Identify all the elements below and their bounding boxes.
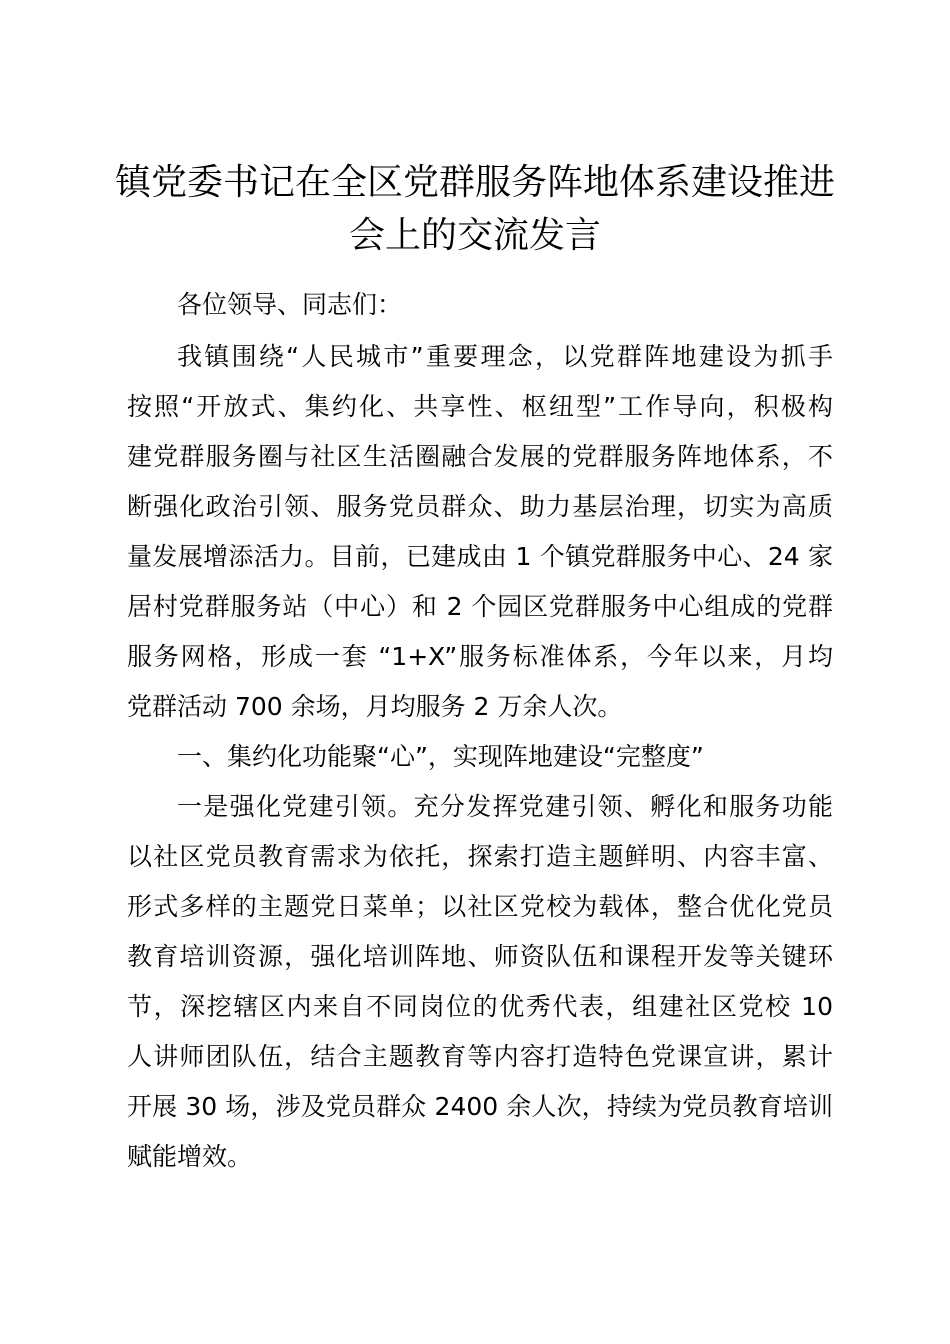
- paragraph-2-line-4: 教育培训资源，强化培训阵地、师资队伍和课程开发等关键环: [127, 942, 833, 971]
- salutation: 各位领导、同志们：: [177, 290, 403, 319]
- paragraph-2-line-1: 一是强化党建引领。充分发挥党建引领、孵化和服务功能: [177, 792, 833, 821]
- paragraph-1-line-7: 服务网格，形成一套 “1+X”服务标准体系，今年以来，月均: [127, 642, 833, 671]
- paragraph-1-line-4: 断强化政治引领、服务党员群众、助力基层治理，切实为高质: [127, 492, 833, 521]
- paragraph-1-line-8: 党群活动 700 余场，月均服务 2 万余人次。: [127, 692, 623, 721]
- document-title-line-2: 会上的交流发言: [348, 215, 601, 256]
- paragraph-2-line-3: 形式多样的主题党日菜单；以社区党校为载体，整合优化党员: [127, 892, 833, 921]
- paragraph-1-line-1: 我镇围绕“人民城市”重要理念，以党群阵地建设为抓手: [177, 342, 833, 371]
- paragraph-2-line-2: 以社区党员教育需求为依托，探索打造主题鲜明、内容丰富、: [127, 842, 833, 871]
- paragraph-1-line-3: 建党群服务圈与社区生活圈融合发展的党群服务阵地体系，不: [127, 442, 833, 471]
- paragraph-2-line-7: 开展 30 场，涉及党员群众 2400 余人次，持续为党员教育培训: [127, 1092, 833, 1121]
- section-heading-1: 一、集约化功能聚“心”，实现阵地建设“完整度”: [177, 742, 704, 771]
- paragraph-2-line-5: 节，深挖辖区内来自不同岗位的优秀代表，组建社区党校 10: [127, 992, 833, 1021]
- paragraph-2-line-6: 人讲师团队伍，结合主题教育等内容打造特色党课宣讲，累计: [127, 1042, 833, 1071]
- paragraph-1-line-2: 按照“开放式、集约化、共享性、枢纽型”工作导向，积极构: [127, 392, 833, 421]
- document-title-line-1: 镇党委书记在全区党群服务阵地体系建设推进: [114, 162, 835, 203]
- paragraph-1-line-5: 量发展增添活力。目前，已建成由 1 个镇党群服务中心、24 家: [127, 542, 833, 571]
- paragraph-1-line-6: 居村党群服务站（中心）和 2 个园区党群服务中心组成的党群: [127, 592, 833, 621]
- paragraph-2-line-8: 赋能增效。: [127, 1142, 253, 1171]
